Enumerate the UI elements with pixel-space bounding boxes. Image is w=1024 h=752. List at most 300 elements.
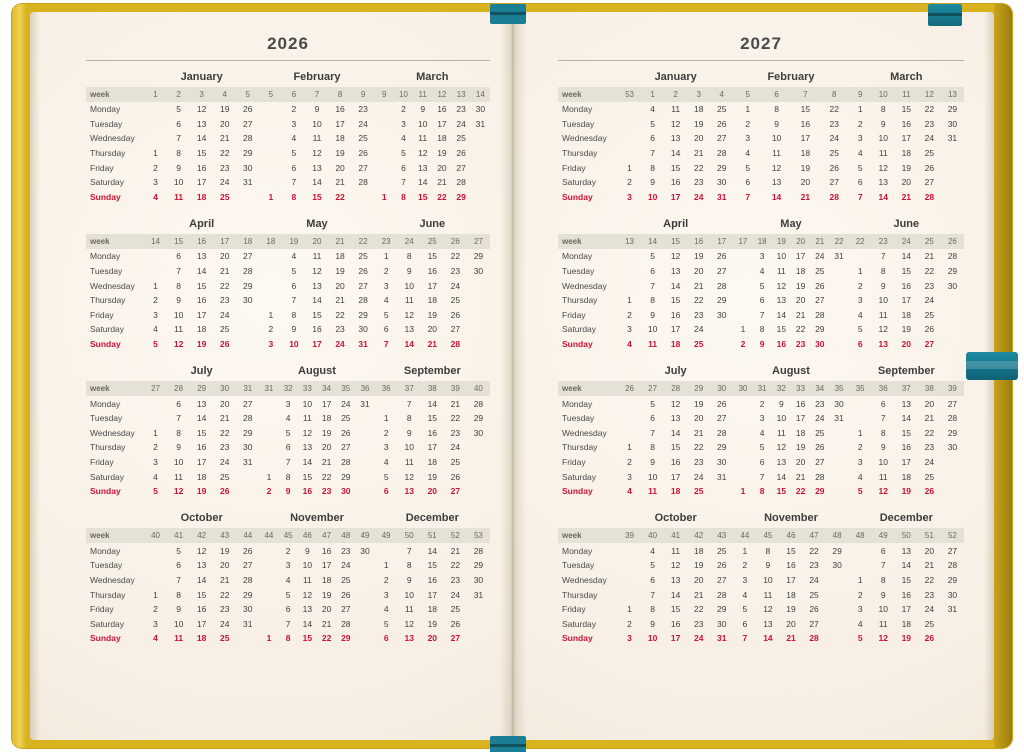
- day-number: 9: [176, 295, 181, 306]
- day-name: Friday: [562, 309, 586, 320]
- day-number: 28: [717, 148, 727, 159]
- day-number: 10: [289, 339, 299, 350]
- day-number: 11: [312, 133, 322, 144]
- day-number-group: [849, 633, 964, 643]
- week-number: 25: [427, 237, 437, 247]
- day-number: 12: [776, 280, 787, 291]
- day-number: 4: [153, 471, 158, 482]
- day-number-group: [849, 560, 964, 570]
- week-number: 6: [774, 90, 779, 99]
- day-number: 29: [341, 633, 351, 644]
- day-number-group: [375, 133, 490, 143]
- day-number-group: [144, 560, 259, 570]
- day-number: [379, 399, 393, 409]
- day-number: 9: [880, 118, 886, 129]
- day-number: 28: [717, 427, 727, 438]
- quarter-block: [86, 365, 490, 498]
- day-number: 21: [795, 309, 806, 320]
- month-name-row: [558, 365, 964, 377]
- week-number: 38: [924, 384, 934, 394]
- day-number: 26: [450, 618, 461, 629]
- day-number: 12: [302, 589, 313, 600]
- week-number: 31: [264, 384, 274, 394]
- day-number: 23: [219, 604, 230, 615]
- day-number-group: [618, 295, 733, 305]
- day-number: 27: [717, 133, 727, 144]
- week-number: 36: [381, 384, 391, 394]
- week-number: 3: [199, 90, 204, 99]
- week-number: 44: [740, 531, 750, 541]
- day-row: [558, 293, 964, 308]
- day-number: 23: [693, 177, 704, 188]
- week-number: 49: [360, 531, 370, 541]
- day-number: 16: [312, 324, 322, 335]
- month-name-row: [558, 512, 964, 524]
- page-right: [512, 12, 994, 740]
- day-number: 13: [670, 133, 681, 144]
- day-number: 21: [450, 545, 461, 556]
- day-number: 28: [924, 191, 935, 202]
- day-number: 10: [647, 191, 658, 202]
- day-name: Wednesday: [562, 280, 607, 291]
- week-number: 2: [176, 90, 181, 99]
- day-number: 16: [196, 295, 207, 306]
- day-number: 30: [243, 442, 253, 453]
- day-name: Thursday: [90, 442, 126, 453]
- day-number: 1: [745, 104, 751, 115]
- day-number: [736, 295, 750, 305]
- day-number: 13: [196, 560, 207, 571]
- day-number: 25: [693, 339, 704, 350]
- day-number: 21: [786, 633, 796, 644]
- day-number: 18: [196, 191, 207, 202]
- day-name: Saturday: [562, 177, 597, 188]
- week-number: 46: [302, 531, 312, 541]
- day-number: 4: [383, 456, 389, 467]
- day-number: 2: [759, 398, 765, 409]
- day-number: 17: [196, 177, 207, 188]
- day-number: 4: [627, 339, 632, 350]
- day-number: 17: [670, 191, 681, 202]
- day-number-group: [618, 633, 733, 643]
- day-number: 18: [196, 633, 207, 644]
- day-number: 16: [901, 280, 912, 291]
- day-number-group: [618, 339, 733, 349]
- page-clip-top-right[interactable]: [928, 4, 962, 26]
- page-clip-bottom[interactable]: [490, 736, 526, 752]
- day-number: [832, 266, 846, 276]
- day-number: 16: [901, 589, 912, 600]
- day-number: 28: [829, 191, 839, 202]
- day-number: 10: [771, 133, 782, 144]
- day-number: 21: [219, 413, 230, 424]
- day-number: 16: [670, 456, 681, 467]
- day-number: 17: [335, 118, 345, 129]
- day-number: 24: [341, 398, 351, 409]
- day-number-group: [375, 428, 490, 438]
- day-number: 13: [196, 118, 207, 129]
- day-number-group: [733, 192, 848, 202]
- day-number: 21: [335, 177, 345, 188]
- day-number: [149, 104, 163, 114]
- day-name: Wednesday: [90, 280, 135, 291]
- day-number: 16: [786, 560, 796, 571]
- day-number-group: [375, 251, 490, 261]
- day-number: 25: [693, 486, 704, 497]
- day-number: 21: [219, 133, 230, 144]
- month-name-row: [86, 218, 490, 230]
- day-name: Saturday: [90, 177, 125, 188]
- day-number: 7: [176, 133, 181, 144]
- day-number: 27: [924, 339, 935, 350]
- day-number: [715, 324, 729, 334]
- day-number: 8: [176, 427, 181, 438]
- day-number: 29: [717, 442, 727, 453]
- week-number: 45: [283, 531, 293, 541]
- day-number: 21: [321, 456, 332, 467]
- day-number: 19: [427, 618, 438, 629]
- week-number: 40: [473, 384, 483, 394]
- day-number: 27: [717, 574, 727, 585]
- day-number-group: [144, 575, 259, 585]
- day-number: 6: [650, 413, 655, 424]
- day-number: [736, 251, 750, 261]
- day-number: 4: [745, 148, 751, 159]
- month-name: January: [180, 71, 223, 83]
- day-number: 15: [417, 191, 428, 202]
- day-number-group: [733, 442, 848, 452]
- day-number: 31: [834, 251, 844, 262]
- day-number: 1: [627, 295, 632, 306]
- day-number: 11: [763, 589, 773, 600]
- day-number: 14: [771, 191, 782, 202]
- day-number: [853, 560, 867, 570]
- day-number: [358, 619, 372, 629]
- day-number: 23: [924, 589, 935, 600]
- week-number: 29: [694, 384, 704, 394]
- week-number-group: [144, 237, 259, 246]
- day-row: [86, 602, 490, 617]
- month-name: January: [654, 71, 697, 83]
- day-number: 21: [219, 574, 230, 585]
- quarter-block: [558, 512, 964, 645]
- day-number: 22: [924, 427, 935, 438]
- day-number: 17: [437, 118, 447, 129]
- day-number: 8: [176, 148, 181, 159]
- week-number-row: [558, 87, 964, 102]
- day-number-group: [849, 575, 964, 585]
- day-number: 23: [450, 574, 461, 585]
- day-row: [86, 190, 490, 205]
- day-number: 13: [878, 339, 888, 350]
- day-number: 26: [924, 162, 935, 173]
- month-name: November: [764, 512, 818, 525]
- day-number-group: [144, 281, 259, 291]
- day-number: 31: [717, 471, 727, 482]
- day-number: 25: [717, 545, 727, 556]
- day-number: 6: [857, 177, 863, 188]
- day-number: [377, 163, 391, 173]
- day-number: 23: [456, 104, 466, 115]
- day-number-group: [259, 486, 374, 496]
- day-number: 7: [742, 633, 748, 644]
- day-number: 20: [219, 398, 230, 409]
- day-number-group: [733, 428, 848, 438]
- day-number: 3: [383, 442, 389, 453]
- day-number: 18: [437, 133, 447, 144]
- day-number-group: [259, 413, 374, 423]
- day-row: [558, 543, 964, 558]
- day-number-group: [259, 148, 374, 158]
- elastic-band[interactable]: [966, 352, 1018, 380]
- day-name: Monday: [562, 251, 593, 262]
- week-number: 16: [197, 237, 207, 247]
- day-number-group: [733, 457, 848, 467]
- day-number-group: [144, 163, 259, 173]
- day-name: Tuesday: [562, 413, 595, 424]
- day-number: 30: [243, 295, 253, 306]
- day-number: [471, 457, 485, 467]
- day-number: 1: [857, 574, 863, 585]
- day-number: 16: [427, 574, 438, 585]
- week-number-group: [375, 531, 490, 540]
- day-number: 7: [880, 560, 886, 571]
- day-number-group: [733, 575, 848, 585]
- day-number: 2: [153, 604, 158, 615]
- day-number: 13: [302, 604, 313, 615]
- day-number: 3: [383, 280, 389, 291]
- day-number: 5: [745, 162, 751, 173]
- day-number: 7: [880, 413, 886, 424]
- day-number: 8: [880, 266, 886, 277]
- day-number: 14: [404, 339, 414, 350]
- day-number-group: [733, 619, 848, 629]
- week-number: 38: [427, 384, 437, 394]
- day-number: 28: [473, 398, 484, 409]
- day-number: 12: [670, 118, 681, 129]
- day-number: [264, 281, 278, 291]
- week-number: 23: [878, 237, 888, 247]
- day-row: [86, 469, 490, 484]
- day-number: 5: [857, 162, 863, 173]
- day-number: 17: [427, 589, 438, 600]
- day-number: 21: [450, 398, 461, 409]
- day-number: 23: [815, 398, 825, 409]
- day-number: 24: [219, 618, 230, 629]
- day-number: 15: [901, 574, 912, 585]
- page-edge-left: [30, 12, 40, 740]
- month-name: February: [767, 71, 815, 83]
- day-number: 22: [450, 413, 461, 424]
- day-number-group: [375, 575, 490, 585]
- week-number-group: [849, 237, 964, 246]
- day-number: [736, 266, 750, 276]
- day-number: 20: [219, 251, 230, 262]
- day-number: 29: [473, 251, 484, 262]
- day-number-group: [144, 324, 259, 334]
- day-number: 8: [176, 589, 181, 600]
- day-name: Monday: [90, 104, 121, 115]
- day-number: 30: [473, 574, 484, 585]
- week-number: 49: [381, 531, 391, 541]
- day-number: 27: [717, 266, 727, 277]
- month-name: June: [419, 218, 446, 231]
- day-number: 22: [219, 427, 230, 438]
- day-row: [558, 469, 964, 484]
- day-number: 19: [437, 148, 447, 159]
- day-number: 23: [924, 442, 935, 453]
- day-number: 8: [650, 162, 655, 173]
- week-number: 39: [947, 384, 957, 394]
- month-name-row: [86, 512, 490, 524]
- day-number: 15: [196, 427, 207, 438]
- day-number: 2: [153, 162, 158, 173]
- day-number: 12: [878, 324, 888, 335]
- day-number: 1: [627, 604, 632, 615]
- day-number: 10: [302, 398, 313, 409]
- day-number: 22: [335, 191, 345, 202]
- day-number: [471, 442, 485, 452]
- day-number: 26: [717, 560, 727, 571]
- day-number: 27: [947, 398, 958, 409]
- day-number: 17: [670, 471, 681, 482]
- month-name: March: [416, 71, 449, 83]
- day-number: 19: [901, 324, 912, 335]
- day-row: [86, 573, 490, 588]
- day-number: 14: [417, 177, 428, 188]
- day-number: 20: [219, 118, 230, 129]
- day-number: 12: [878, 162, 888, 173]
- week-number: 40: [648, 531, 658, 541]
- day-number: 10: [878, 133, 888, 144]
- day-number: 17: [670, 324, 681, 335]
- day-number-group: [849, 619, 964, 629]
- day-name: Monday: [90, 251, 121, 262]
- day-number-group: [618, 399, 733, 409]
- day-number: 28: [358, 295, 368, 306]
- day-number: 19: [219, 104, 230, 115]
- day-number: 15: [786, 545, 796, 556]
- day-row: [86, 160, 490, 175]
- page-clip-top-left[interactable]: [490, 4, 526, 24]
- day-name: Sunday: [90, 339, 121, 350]
- day-number-group: [259, 457, 374, 467]
- day-row: [86, 543, 490, 558]
- day-number: 10: [878, 456, 888, 467]
- day-number: 6: [650, 574, 655, 585]
- day-number: 8: [291, 309, 297, 320]
- day-number-group: [618, 281, 733, 291]
- day-number: 9: [406, 266, 412, 277]
- day-number: 9: [880, 442, 886, 453]
- week-number: 5: [245, 90, 250, 99]
- week-number: 34: [322, 384, 332, 394]
- week-number: 52: [450, 531, 460, 541]
- day-number: 22: [693, 442, 704, 453]
- day-number-group: [375, 266, 490, 276]
- month-name: April: [189, 218, 215, 231]
- day-number: 27: [243, 560, 253, 571]
- day-number: 28: [341, 456, 351, 467]
- day-number-group: [733, 399, 848, 409]
- day-number: [623, 104, 637, 114]
- day-number: 25: [341, 574, 351, 585]
- day-number-group: [375, 619, 490, 629]
- day-number: 2: [857, 442, 863, 453]
- day-number: 8: [285, 633, 291, 644]
- day-number: 27: [243, 118, 253, 129]
- week-number-group: [618, 384, 733, 393]
- day-number: [262, 442, 276, 452]
- day-number: 6: [176, 560, 181, 571]
- day-number: 24: [693, 471, 704, 482]
- day-number: 30: [815, 339, 825, 350]
- week-label: week: [90, 531, 110, 541]
- day-number: 12: [404, 471, 414, 482]
- day-number: 8: [406, 251, 412, 262]
- day-number-group: [375, 104, 490, 114]
- day-number-group: [733, 177, 848, 187]
- week-number-group: [375, 384, 490, 393]
- day-number: 22: [219, 280, 230, 291]
- day-number: 1: [153, 427, 158, 438]
- day-number: 6: [880, 398, 886, 409]
- day-number-group: [733, 546, 848, 556]
- day-number-group: [733, 560, 848, 570]
- day-number: 4: [153, 191, 158, 202]
- day-number: [623, 281, 637, 291]
- day-number: 9: [291, 324, 297, 335]
- day-number: 2: [857, 118, 863, 129]
- day-number: 3: [627, 324, 632, 335]
- week-number: 45: [763, 531, 773, 541]
- day-number-group: [144, 399, 259, 409]
- day-row: [86, 455, 490, 470]
- day-number: 26: [815, 442, 825, 453]
- week-number: 9: [857, 90, 863, 99]
- day-number: [832, 472, 846, 482]
- week-number: 32: [283, 384, 293, 394]
- day-row: [558, 146, 964, 161]
- month-name: May: [306, 218, 328, 231]
- week-number: 26: [625, 384, 634, 394]
- day-number: [736, 310, 750, 320]
- day-row: [86, 426, 490, 441]
- day-number: 29: [815, 486, 825, 497]
- day-number: 31: [475, 118, 486, 129]
- day-number: 15: [901, 427, 912, 438]
- day-number: 9: [420, 104, 426, 115]
- day-number-group: [144, 413, 259, 423]
- notebook-cover: [12, 4, 1012, 748]
- day-number: 12: [776, 442, 787, 453]
- week-number: 51: [924, 531, 934, 541]
- day-number-group: [144, 104, 259, 114]
- day-number-group: [259, 399, 374, 409]
- day-row: [558, 573, 964, 588]
- day-number: 11: [174, 191, 184, 202]
- day-number: 22: [450, 560, 461, 571]
- day-number: 29: [947, 104, 958, 115]
- day-number: 27: [450, 633, 461, 644]
- week-number: 27: [151, 384, 160, 394]
- day-number: 30: [243, 162, 253, 173]
- day-number: [471, 604, 485, 614]
- day-number: 15: [196, 148, 207, 159]
- week-number: 1: [650, 90, 655, 99]
- day-number: 4: [759, 266, 765, 277]
- day-number: 2: [153, 295, 158, 306]
